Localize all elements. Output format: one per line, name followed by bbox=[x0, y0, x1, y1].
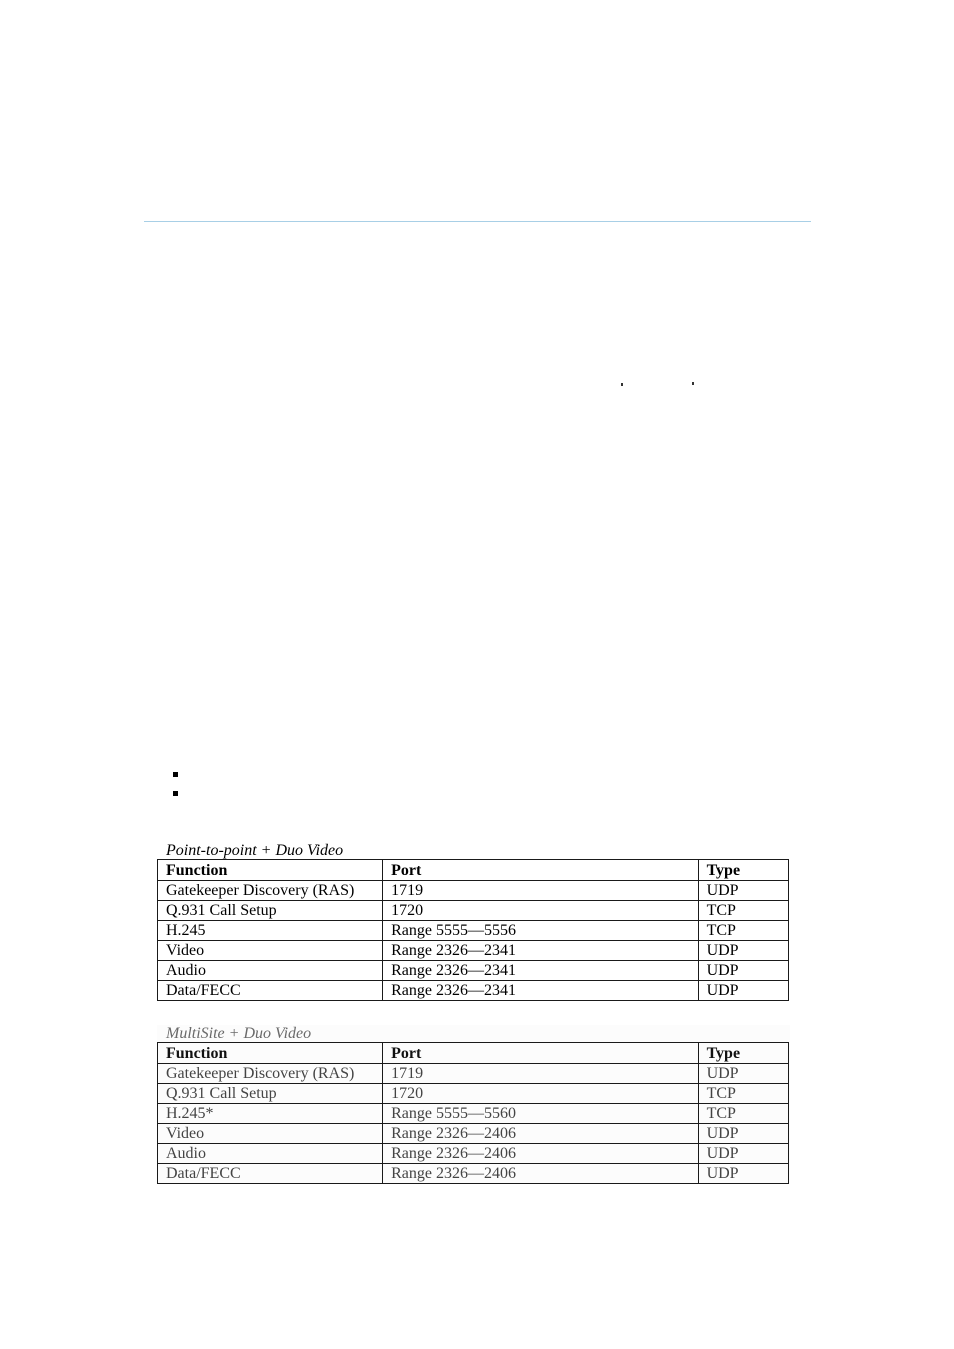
column-header-port: Port bbox=[383, 1043, 699, 1064]
header-divider bbox=[144, 221, 811, 222]
function-cell: Q.931 Call Setup bbox=[158, 901, 383, 921]
table-row bbox=[158, 1144, 789, 1164]
port-cell: Range 5555—5556 bbox=[383, 921, 699, 941]
function-cell: Gatekeeper Discovery (RAS) bbox=[158, 1064, 383, 1084]
port-cell: 1719 bbox=[383, 881, 699, 901]
type-cell: UDP bbox=[698, 1144, 788, 1164]
type-cell: TCP bbox=[698, 921, 788, 941]
table-row bbox=[158, 941, 789, 961]
type-cell: UDP bbox=[698, 881, 788, 901]
table-row bbox=[158, 961, 789, 981]
port-cell: 1720 bbox=[383, 1084, 699, 1104]
function-cell: Audio bbox=[158, 961, 383, 981]
table-caption: Point-to-point + Duo Video bbox=[166, 842, 344, 859]
port-cell: Range 2326—2406 bbox=[383, 1124, 699, 1144]
type-cell: UDP bbox=[698, 1124, 788, 1144]
table-row bbox=[158, 1164, 789, 1184]
stray-mark-left bbox=[621, 383, 623, 386]
type-cell: TCP bbox=[698, 1104, 788, 1124]
port-cell: Range 2326—2341 bbox=[383, 961, 699, 981]
function-cell: Data/FECC bbox=[158, 1164, 383, 1184]
table-row bbox=[158, 901, 789, 921]
table-row bbox=[158, 1084, 789, 1104]
table-row bbox=[158, 881, 789, 901]
port-cell: 1719 bbox=[383, 1064, 699, 1084]
function-cell: Data/FECC bbox=[158, 981, 383, 1001]
type-cell: UDP bbox=[698, 1064, 788, 1084]
column-header-function: Function bbox=[158, 860, 383, 881]
table-row bbox=[158, 981, 789, 1001]
function-cell: H.245* bbox=[158, 1104, 383, 1124]
type-cell: TCP bbox=[698, 901, 788, 921]
type-cell: UDP bbox=[698, 1164, 788, 1184]
multisite-port-table-block bbox=[157, 1025, 790, 1184]
type-cell: UDP bbox=[698, 941, 788, 961]
type-cell: TCP bbox=[698, 1084, 788, 1104]
column-header-function: Function bbox=[158, 1043, 383, 1064]
port-table bbox=[157, 859, 789, 1001]
port-cell: Range 2326—2341 bbox=[383, 981, 699, 1001]
stray-mark-right bbox=[692, 382, 694, 385]
column-header-type: Type bbox=[698, 1043, 788, 1064]
table-row bbox=[158, 1104, 789, 1124]
port-cell: Range 2326—2341 bbox=[383, 941, 699, 961]
bullet-marker bbox=[173, 772, 178, 777]
function-cell: Audio bbox=[158, 1144, 383, 1164]
table-header-row bbox=[158, 1043, 789, 1064]
function-cell: Video bbox=[158, 941, 383, 961]
port-cell: Range 5555—5560 bbox=[383, 1104, 699, 1124]
type-cell: UDP bbox=[698, 961, 788, 981]
table-row bbox=[158, 1064, 789, 1084]
table-row bbox=[158, 921, 789, 941]
table-row bbox=[158, 1124, 789, 1144]
port-cell: 1720 bbox=[383, 901, 699, 921]
point-to-point-port-table-block bbox=[157, 842, 790, 1001]
column-header-port: Port bbox=[383, 860, 699, 881]
function-cell: Video bbox=[158, 1124, 383, 1144]
function-cell: H.245 bbox=[158, 921, 383, 941]
table-header-row bbox=[158, 860, 789, 881]
port-cell: Range 2326—2406 bbox=[383, 1144, 699, 1164]
bullet-marker bbox=[173, 791, 178, 796]
table-caption: MultiSite + Duo Video bbox=[166, 1025, 312, 1042]
type-cell: UDP bbox=[698, 981, 788, 1001]
port-cell: Range 2326—2406 bbox=[383, 1164, 699, 1184]
function-cell: Gatekeeper Discovery (RAS) bbox=[158, 881, 383, 901]
function-cell: Q.931 Call Setup bbox=[158, 1084, 383, 1104]
port-table bbox=[157, 1042, 789, 1184]
column-header-type: Type bbox=[698, 860, 788, 881]
